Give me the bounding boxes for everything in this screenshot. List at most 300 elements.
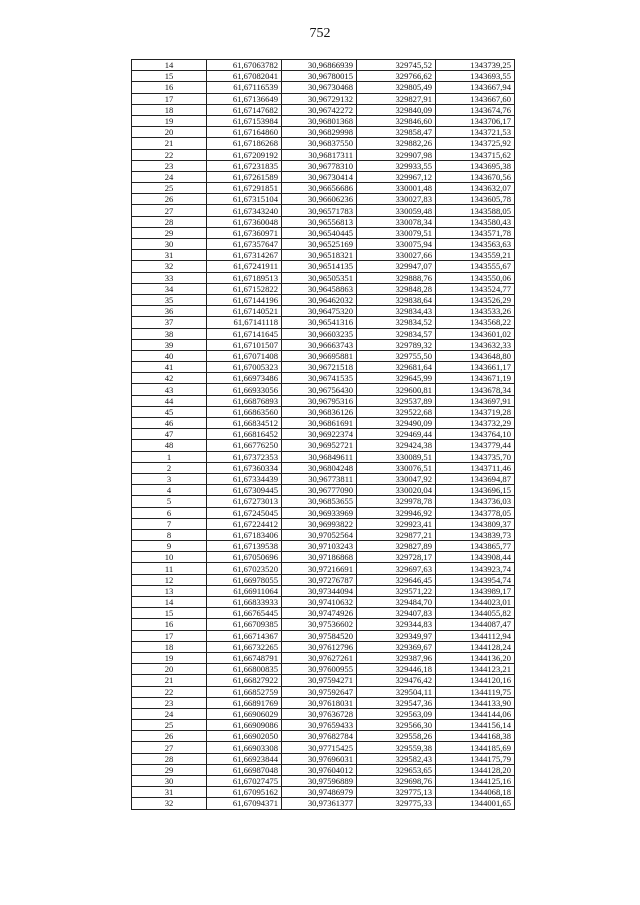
point-number-cell: 29 — [132, 227, 207, 238]
table-row — [132, 115, 515, 126]
point-number-cell: 10 — [132, 552, 207, 563]
x-coordinate-cell: 329369,67 — [357, 641, 436, 652]
longitude-cell: 30,96836126 — [282, 406, 357, 417]
longitude-cell: 30,96993822 — [282, 518, 357, 529]
longitude-cell: 30,96606236 — [282, 194, 357, 205]
latitude-cell: 61,66911064 — [207, 585, 282, 596]
latitude-cell: 61,67005323 — [207, 362, 282, 373]
point-number-cell: 18 — [132, 641, 207, 652]
longitude-cell: 30,96603235 — [282, 328, 357, 339]
latitude-cell: 61,66852759 — [207, 686, 282, 697]
point-number-cell: 26 — [132, 731, 207, 742]
y-coordinate-cell: 1344133,90 — [436, 697, 515, 708]
y-coordinate-cell: 1344156,14 — [436, 720, 515, 731]
latitude-cell: 61,67241911 — [207, 261, 282, 272]
y-coordinate-cell: 1343908,44 — [436, 552, 515, 563]
table-row — [132, 697, 515, 708]
point-number-cell: 34 — [132, 283, 207, 294]
point-number-cell: 39 — [132, 339, 207, 350]
longitude-cell: 30,96462032 — [282, 294, 357, 305]
longitude-cell: 30,96656686 — [282, 183, 357, 194]
table-row — [132, 619, 515, 630]
x-coordinate-cell: 329846,60 — [357, 115, 436, 126]
latitude-cell: 61,67141645 — [207, 328, 282, 339]
longitude-cell: 30,96518321 — [282, 250, 357, 261]
longitude-cell: 30,96756430 — [282, 384, 357, 395]
longitude-cell: 30,97696031 — [282, 753, 357, 764]
x-coordinate-cell: 329877,21 — [357, 529, 436, 540]
table-row — [132, 127, 515, 138]
latitude-cell: 61,67147682 — [207, 104, 282, 115]
y-coordinate-cell: 1343711,46 — [436, 462, 515, 473]
x-coordinate-cell: 329967,12 — [357, 171, 436, 182]
x-coordinate-cell: 329745,52 — [357, 60, 436, 71]
latitude-cell: 61,67153984 — [207, 115, 282, 126]
longitude-cell: 30,97344094 — [282, 585, 357, 596]
y-coordinate-cell: 1343779,44 — [436, 440, 515, 451]
x-coordinate-cell: 329349,97 — [357, 630, 436, 641]
x-coordinate-cell: 329805,49 — [357, 82, 436, 93]
point-number-cell: 24 — [132, 171, 207, 182]
point-number-cell: 19 — [132, 115, 207, 126]
longitude-cell: 30,96730414 — [282, 171, 357, 182]
latitude-cell: 61,66987048 — [207, 764, 282, 775]
latitude-cell: 61,67309445 — [207, 485, 282, 496]
y-coordinate-cell: 1344112,94 — [436, 630, 515, 641]
point-number-cell: 7 — [132, 518, 207, 529]
longitude-cell: 30,97659433 — [282, 720, 357, 731]
table-row — [132, 261, 515, 272]
table-row — [132, 104, 515, 115]
y-coordinate-cell: 1343923,74 — [436, 563, 515, 574]
point-number-cell: 46 — [132, 418, 207, 429]
y-coordinate-cell: 1343661,17 — [436, 362, 515, 373]
x-coordinate-cell: 329827,91 — [357, 93, 436, 104]
point-number-cell: 20 — [132, 127, 207, 138]
table-row — [132, 764, 515, 775]
longitude-cell: 30,96475320 — [282, 306, 357, 317]
latitude-cell: 61,66834512 — [207, 418, 282, 429]
table-row — [132, 138, 515, 149]
y-coordinate-cell: 1343732,29 — [436, 418, 515, 429]
longitude-cell: 30,96514135 — [282, 261, 357, 272]
longitude-cell: 30,96777090 — [282, 485, 357, 496]
longitude-cell: 30,97410632 — [282, 597, 357, 608]
y-coordinate-cell: 1344055,82 — [436, 608, 515, 619]
y-coordinate-cell: 1343715,62 — [436, 149, 515, 160]
table-row — [132, 585, 515, 596]
longitude-cell: 30,96571783 — [282, 205, 357, 216]
point-number-cell: 14 — [132, 597, 207, 608]
point-number-cell: 25 — [132, 720, 207, 731]
latitude-cell: 61,67141118 — [207, 317, 282, 328]
y-coordinate-cell: 1343568,22 — [436, 317, 515, 328]
table-row — [132, 306, 515, 317]
point-number-cell: 9 — [132, 541, 207, 552]
point-number-cell: 24 — [132, 708, 207, 719]
x-coordinate-cell: 330059,48 — [357, 205, 436, 216]
point-number-cell: 30 — [132, 776, 207, 787]
table-row — [132, 418, 515, 429]
y-coordinate-cell: 1344123,21 — [436, 664, 515, 675]
y-coordinate-cell: 1343739,25 — [436, 60, 515, 71]
y-coordinate-cell: 1344023,01 — [436, 597, 515, 608]
point-number-cell: 15 — [132, 608, 207, 619]
x-coordinate-cell: 329848,28 — [357, 283, 436, 294]
latitude-cell: 61,67023520 — [207, 563, 282, 574]
longitude-cell: 30,97618031 — [282, 697, 357, 708]
point-number-cell: 16 — [132, 619, 207, 630]
y-coordinate-cell: 1343526,29 — [436, 294, 515, 305]
latitude-cell: 61,67273013 — [207, 496, 282, 507]
longitude-cell: 30,97627261 — [282, 652, 357, 663]
point-number-cell: 38 — [132, 328, 207, 339]
latitude-cell: 61,66923844 — [207, 753, 282, 764]
x-coordinate-cell: 330075,94 — [357, 239, 436, 250]
table-row — [132, 71, 515, 82]
point-number-cell: 41 — [132, 362, 207, 373]
table-row — [132, 171, 515, 182]
point-number-cell: 27 — [132, 742, 207, 753]
table-row — [132, 339, 515, 350]
longitude-cell: 30,97052564 — [282, 529, 357, 540]
point-number-cell: 14 — [132, 60, 207, 71]
longitude-cell: 30,96780015 — [282, 71, 357, 82]
latitude-cell: 61,66876893 — [207, 395, 282, 406]
y-coordinate-cell: 1343667,60 — [436, 93, 515, 104]
y-coordinate-cell: 1343764,10 — [436, 429, 515, 440]
point-number-cell: 28 — [132, 753, 207, 764]
table-row — [132, 686, 515, 697]
longitude-cell: 30,96804248 — [282, 462, 357, 473]
table-row — [132, 753, 515, 764]
point-number-cell: 31 — [132, 250, 207, 261]
x-coordinate-cell: 329728,17 — [357, 552, 436, 563]
point-number-cell: 32 — [132, 798, 207, 809]
latitude-cell: 61,67189513 — [207, 272, 282, 283]
table-row — [132, 384, 515, 395]
x-coordinate-cell: 329547,36 — [357, 697, 436, 708]
longitude-cell: 30,96525169 — [282, 239, 357, 250]
y-coordinate-cell: 1343989,17 — [436, 585, 515, 596]
latitude-cell: 61,67139538 — [207, 541, 282, 552]
latitude-cell: 61,67101507 — [207, 339, 282, 350]
point-number-cell: 15 — [132, 71, 207, 82]
table-row — [132, 350, 515, 361]
longitude-cell: 30,96505351 — [282, 272, 357, 283]
x-coordinate-cell: 329789,32 — [357, 339, 436, 350]
latitude-cell: 61,67094371 — [207, 798, 282, 809]
point-number-cell: 21 — [132, 138, 207, 149]
table-row — [132, 731, 515, 742]
latitude-cell: 61,67360048 — [207, 216, 282, 227]
y-coordinate-cell: 1343670,56 — [436, 171, 515, 182]
x-coordinate-cell: 329387,96 — [357, 652, 436, 663]
x-coordinate-cell: 329559,38 — [357, 742, 436, 753]
x-coordinate-cell: 329490,09 — [357, 418, 436, 429]
point-number-cell: 13 — [132, 585, 207, 596]
point-number-cell: 20 — [132, 664, 207, 675]
table-row — [132, 496, 515, 507]
table-row — [132, 708, 515, 719]
y-coordinate-cell: 1343678,34 — [436, 384, 515, 395]
latitude-cell: 61,66800835 — [207, 664, 282, 675]
table-row — [132, 283, 515, 294]
table-row — [132, 776, 515, 787]
longitude-cell: 30,96801368 — [282, 115, 357, 126]
table-row — [132, 362, 515, 373]
longitude-cell: 30,97584520 — [282, 630, 357, 641]
y-coordinate-cell: 1344120,16 — [436, 675, 515, 686]
table-row — [132, 328, 515, 339]
latitude-cell: 61,67360971 — [207, 227, 282, 238]
y-coordinate-cell: 1344128,20 — [436, 764, 515, 775]
x-coordinate-cell: 329504,11 — [357, 686, 436, 697]
table-row — [132, 507, 515, 518]
table-row — [132, 664, 515, 675]
x-coordinate-cell: 329834,52 — [357, 317, 436, 328]
y-coordinate-cell: 1343632,33 — [436, 339, 515, 350]
table-row — [132, 742, 515, 753]
longitude-cell: 30,97186868 — [282, 552, 357, 563]
point-number-cell: 17 — [132, 630, 207, 641]
y-coordinate-cell: 1343571,78 — [436, 227, 515, 238]
point-number-cell: 40 — [132, 350, 207, 361]
point-number-cell: 22 — [132, 149, 207, 160]
latitude-cell: 61,66816452 — [207, 429, 282, 440]
table-row — [132, 149, 515, 160]
point-number-cell: 26 — [132, 194, 207, 205]
x-coordinate-cell: 329834,57 — [357, 328, 436, 339]
table-row — [132, 194, 515, 205]
point-number-cell: 43 — [132, 384, 207, 395]
longitude-cell: 30,96541316 — [282, 317, 357, 328]
y-coordinate-cell: 1344144,06 — [436, 708, 515, 719]
y-coordinate-cell: 1343580,43 — [436, 216, 515, 227]
latitude-cell: 61,67209192 — [207, 149, 282, 160]
latitude-cell: 61,67372353 — [207, 451, 282, 462]
point-number-cell: 36 — [132, 306, 207, 317]
x-coordinate-cell: 329645,99 — [357, 373, 436, 384]
x-coordinate-cell: 329840,09 — [357, 104, 436, 115]
table-row — [132, 451, 515, 462]
longitude-cell: 30,96741535 — [282, 373, 357, 384]
latitude-cell: 61,67152822 — [207, 283, 282, 294]
latitude-cell: 61,66909086 — [207, 720, 282, 731]
latitude-cell: 61,67050696 — [207, 552, 282, 563]
x-coordinate-cell: 330079,51 — [357, 227, 436, 238]
longitude-cell: 30,97715425 — [282, 742, 357, 753]
coordinates-table — [131, 59, 515, 810]
longitude-cell: 30,96866939 — [282, 60, 357, 71]
longitude-cell: 30,96730468 — [282, 82, 357, 93]
table-row — [132, 60, 515, 71]
longitude-cell: 30,96837550 — [282, 138, 357, 149]
latitude-cell: 61,67357647 — [207, 239, 282, 250]
y-coordinate-cell: 1343555,67 — [436, 261, 515, 272]
x-coordinate-cell: 329946,92 — [357, 507, 436, 518]
latitude-cell: 61,67140521 — [207, 306, 282, 317]
y-coordinate-cell: 1343809,37 — [436, 518, 515, 529]
x-coordinate-cell: 329522,68 — [357, 406, 436, 417]
longitude-cell: 30,96695881 — [282, 350, 357, 361]
point-number-cell: 3 — [132, 473, 207, 484]
table-row — [132, 787, 515, 798]
longitude-cell: 30,97600955 — [282, 664, 357, 675]
y-coordinate-cell: 1343550,06 — [436, 272, 515, 283]
table-row — [132, 720, 515, 731]
x-coordinate-cell: 329469,44 — [357, 429, 436, 440]
table-row — [132, 518, 515, 529]
longitude-cell: 30,97486979 — [282, 787, 357, 798]
point-number-cell: 30 — [132, 239, 207, 250]
table-row — [132, 373, 515, 384]
longitude-cell: 30,97361377 — [282, 798, 357, 809]
x-coordinate-cell: 330027,66 — [357, 250, 436, 261]
y-coordinate-cell: 1343559,21 — [436, 250, 515, 261]
latitude-cell: 61,67144196 — [207, 294, 282, 305]
x-coordinate-cell: 329484,70 — [357, 597, 436, 608]
table-row — [132, 462, 515, 473]
latitude-cell: 61,66714367 — [207, 630, 282, 641]
y-coordinate-cell: 1343601,02 — [436, 328, 515, 339]
x-coordinate-cell: 329858,47 — [357, 127, 436, 138]
x-coordinate-cell: 329766,62 — [357, 71, 436, 82]
latitude-cell: 61,66765445 — [207, 608, 282, 619]
longitude-cell: 30,96933969 — [282, 507, 357, 518]
point-number-cell: 1 — [132, 451, 207, 462]
y-coordinate-cell: 1344001,65 — [436, 798, 515, 809]
table-row — [132, 239, 515, 250]
x-coordinate-cell: 329571,22 — [357, 585, 436, 596]
x-coordinate-cell: 329698,76 — [357, 776, 436, 787]
latitude-cell: 61,67063782 — [207, 60, 282, 71]
latitude-cell: 61,66973486 — [207, 373, 282, 384]
x-coordinate-cell: 330001,48 — [357, 183, 436, 194]
table-row — [132, 641, 515, 652]
y-coordinate-cell: 1343667,94 — [436, 82, 515, 93]
y-coordinate-cell: 1343695,38 — [436, 160, 515, 171]
table-row — [132, 473, 515, 484]
table-row — [132, 440, 515, 451]
longitude-cell: 30,97604012 — [282, 764, 357, 775]
longitude-cell: 30,96861691 — [282, 418, 357, 429]
x-coordinate-cell: 329558,26 — [357, 731, 436, 742]
latitude-cell: 61,67095162 — [207, 787, 282, 798]
longitude-cell: 30,97636728 — [282, 708, 357, 719]
latitude-cell: 61,66903308 — [207, 742, 282, 753]
y-coordinate-cell: 1344128,24 — [436, 641, 515, 652]
x-coordinate-cell: 330076,51 — [357, 462, 436, 473]
x-coordinate-cell: 329407,83 — [357, 608, 436, 619]
table-row — [132, 608, 515, 619]
latitude-cell: 61,67116539 — [207, 82, 282, 93]
point-number-cell: 32 — [132, 261, 207, 272]
table-row — [132, 272, 515, 283]
table-row — [132, 406, 515, 417]
latitude-cell: 61,66827922 — [207, 675, 282, 686]
point-number-cell: 23 — [132, 697, 207, 708]
latitude-cell: 61,67291851 — [207, 183, 282, 194]
x-coordinate-cell: 329344,83 — [357, 619, 436, 630]
y-coordinate-cell: 1344068,18 — [436, 787, 515, 798]
x-coordinate-cell: 330027,83 — [357, 194, 436, 205]
point-number-cell: 33 — [132, 272, 207, 283]
latitude-cell: 61,66902050 — [207, 731, 282, 742]
latitude-cell: 61,67164860 — [207, 127, 282, 138]
table-row — [132, 563, 515, 574]
point-number-cell: 35 — [132, 294, 207, 305]
latitude-cell: 61,67186268 — [207, 138, 282, 149]
point-number-cell: 48 — [132, 440, 207, 451]
latitude-cell: 61,66863560 — [207, 406, 282, 417]
y-coordinate-cell: 1344175,79 — [436, 753, 515, 764]
point-number-cell: 31 — [132, 787, 207, 798]
latitude-cell: 61,67224412 — [207, 518, 282, 529]
table-row — [132, 82, 515, 93]
x-coordinate-cell: 329882,26 — [357, 138, 436, 149]
latitude-cell: 61,67071408 — [207, 350, 282, 361]
point-number-cell: 21 — [132, 675, 207, 686]
latitude-cell: 61,66978055 — [207, 574, 282, 585]
latitude-cell: 61,67360334 — [207, 462, 282, 473]
x-coordinate-cell: 329446,18 — [357, 664, 436, 675]
longitude-cell: 30,96721518 — [282, 362, 357, 373]
y-coordinate-cell: 1344119,75 — [436, 686, 515, 697]
y-coordinate-cell: 1343736,03 — [436, 496, 515, 507]
x-coordinate-cell: 329978,78 — [357, 496, 436, 507]
latitude-cell: 61,67314267 — [207, 250, 282, 261]
table-row — [132, 205, 515, 216]
point-number-cell: 8 — [132, 529, 207, 540]
x-coordinate-cell: 329923,41 — [357, 518, 436, 529]
y-coordinate-cell: 1343865,77 — [436, 541, 515, 552]
longitude-cell: 30,97612796 — [282, 641, 357, 652]
y-coordinate-cell: 1343588,05 — [436, 205, 515, 216]
table-row — [132, 183, 515, 194]
x-coordinate-cell: 329838,64 — [357, 294, 436, 305]
point-number-cell: 37 — [132, 317, 207, 328]
y-coordinate-cell: 1343648,80 — [436, 350, 515, 361]
longitude-cell: 30,97596889 — [282, 776, 357, 787]
point-number-cell: 2 — [132, 462, 207, 473]
x-coordinate-cell: 329582,43 — [357, 753, 436, 764]
point-number-cell: 44 — [132, 395, 207, 406]
latitude-cell: 61,67315104 — [207, 194, 282, 205]
latitude-cell: 61,66748791 — [207, 652, 282, 663]
x-coordinate-cell: 330089,51 — [357, 451, 436, 462]
x-coordinate-cell: 329827,89 — [357, 541, 436, 552]
x-coordinate-cell: 329600,81 — [357, 384, 436, 395]
table-row — [132, 552, 515, 563]
latitude-cell: 61,66732265 — [207, 641, 282, 652]
point-number-cell: 12 — [132, 574, 207, 585]
table-row — [132, 485, 515, 496]
point-number-cell: 27 — [132, 205, 207, 216]
latitude-cell: 61,66833933 — [207, 597, 282, 608]
longitude-cell: 30,96829998 — [282, 127, 357, 138]
x-coordinate-cell: 329947,07 — [357, 261, 436, 272]
x-coordinate-cell: 330047,92 — [357, 473, 436, 484]
y-coordinate-cell: 1343954,74 — [436, 574, 515, 585]
latitude-cell: 61,67027475 — [207, 776, 282, 787]
point-number-cell: 22 — [132, 686, 207, 697]
point-number-cell: 25 — [132, 183, 207, 194]
table-row — [132, 395, 515, 406]
point-number-cell: 23 — [132, 160, 207, 171]
y-coordinate-cell: 1344168,38 — [436, 731, 515, 742]
x-coordinate-cell: 329653,65 — [357, 764, 436, 775]
